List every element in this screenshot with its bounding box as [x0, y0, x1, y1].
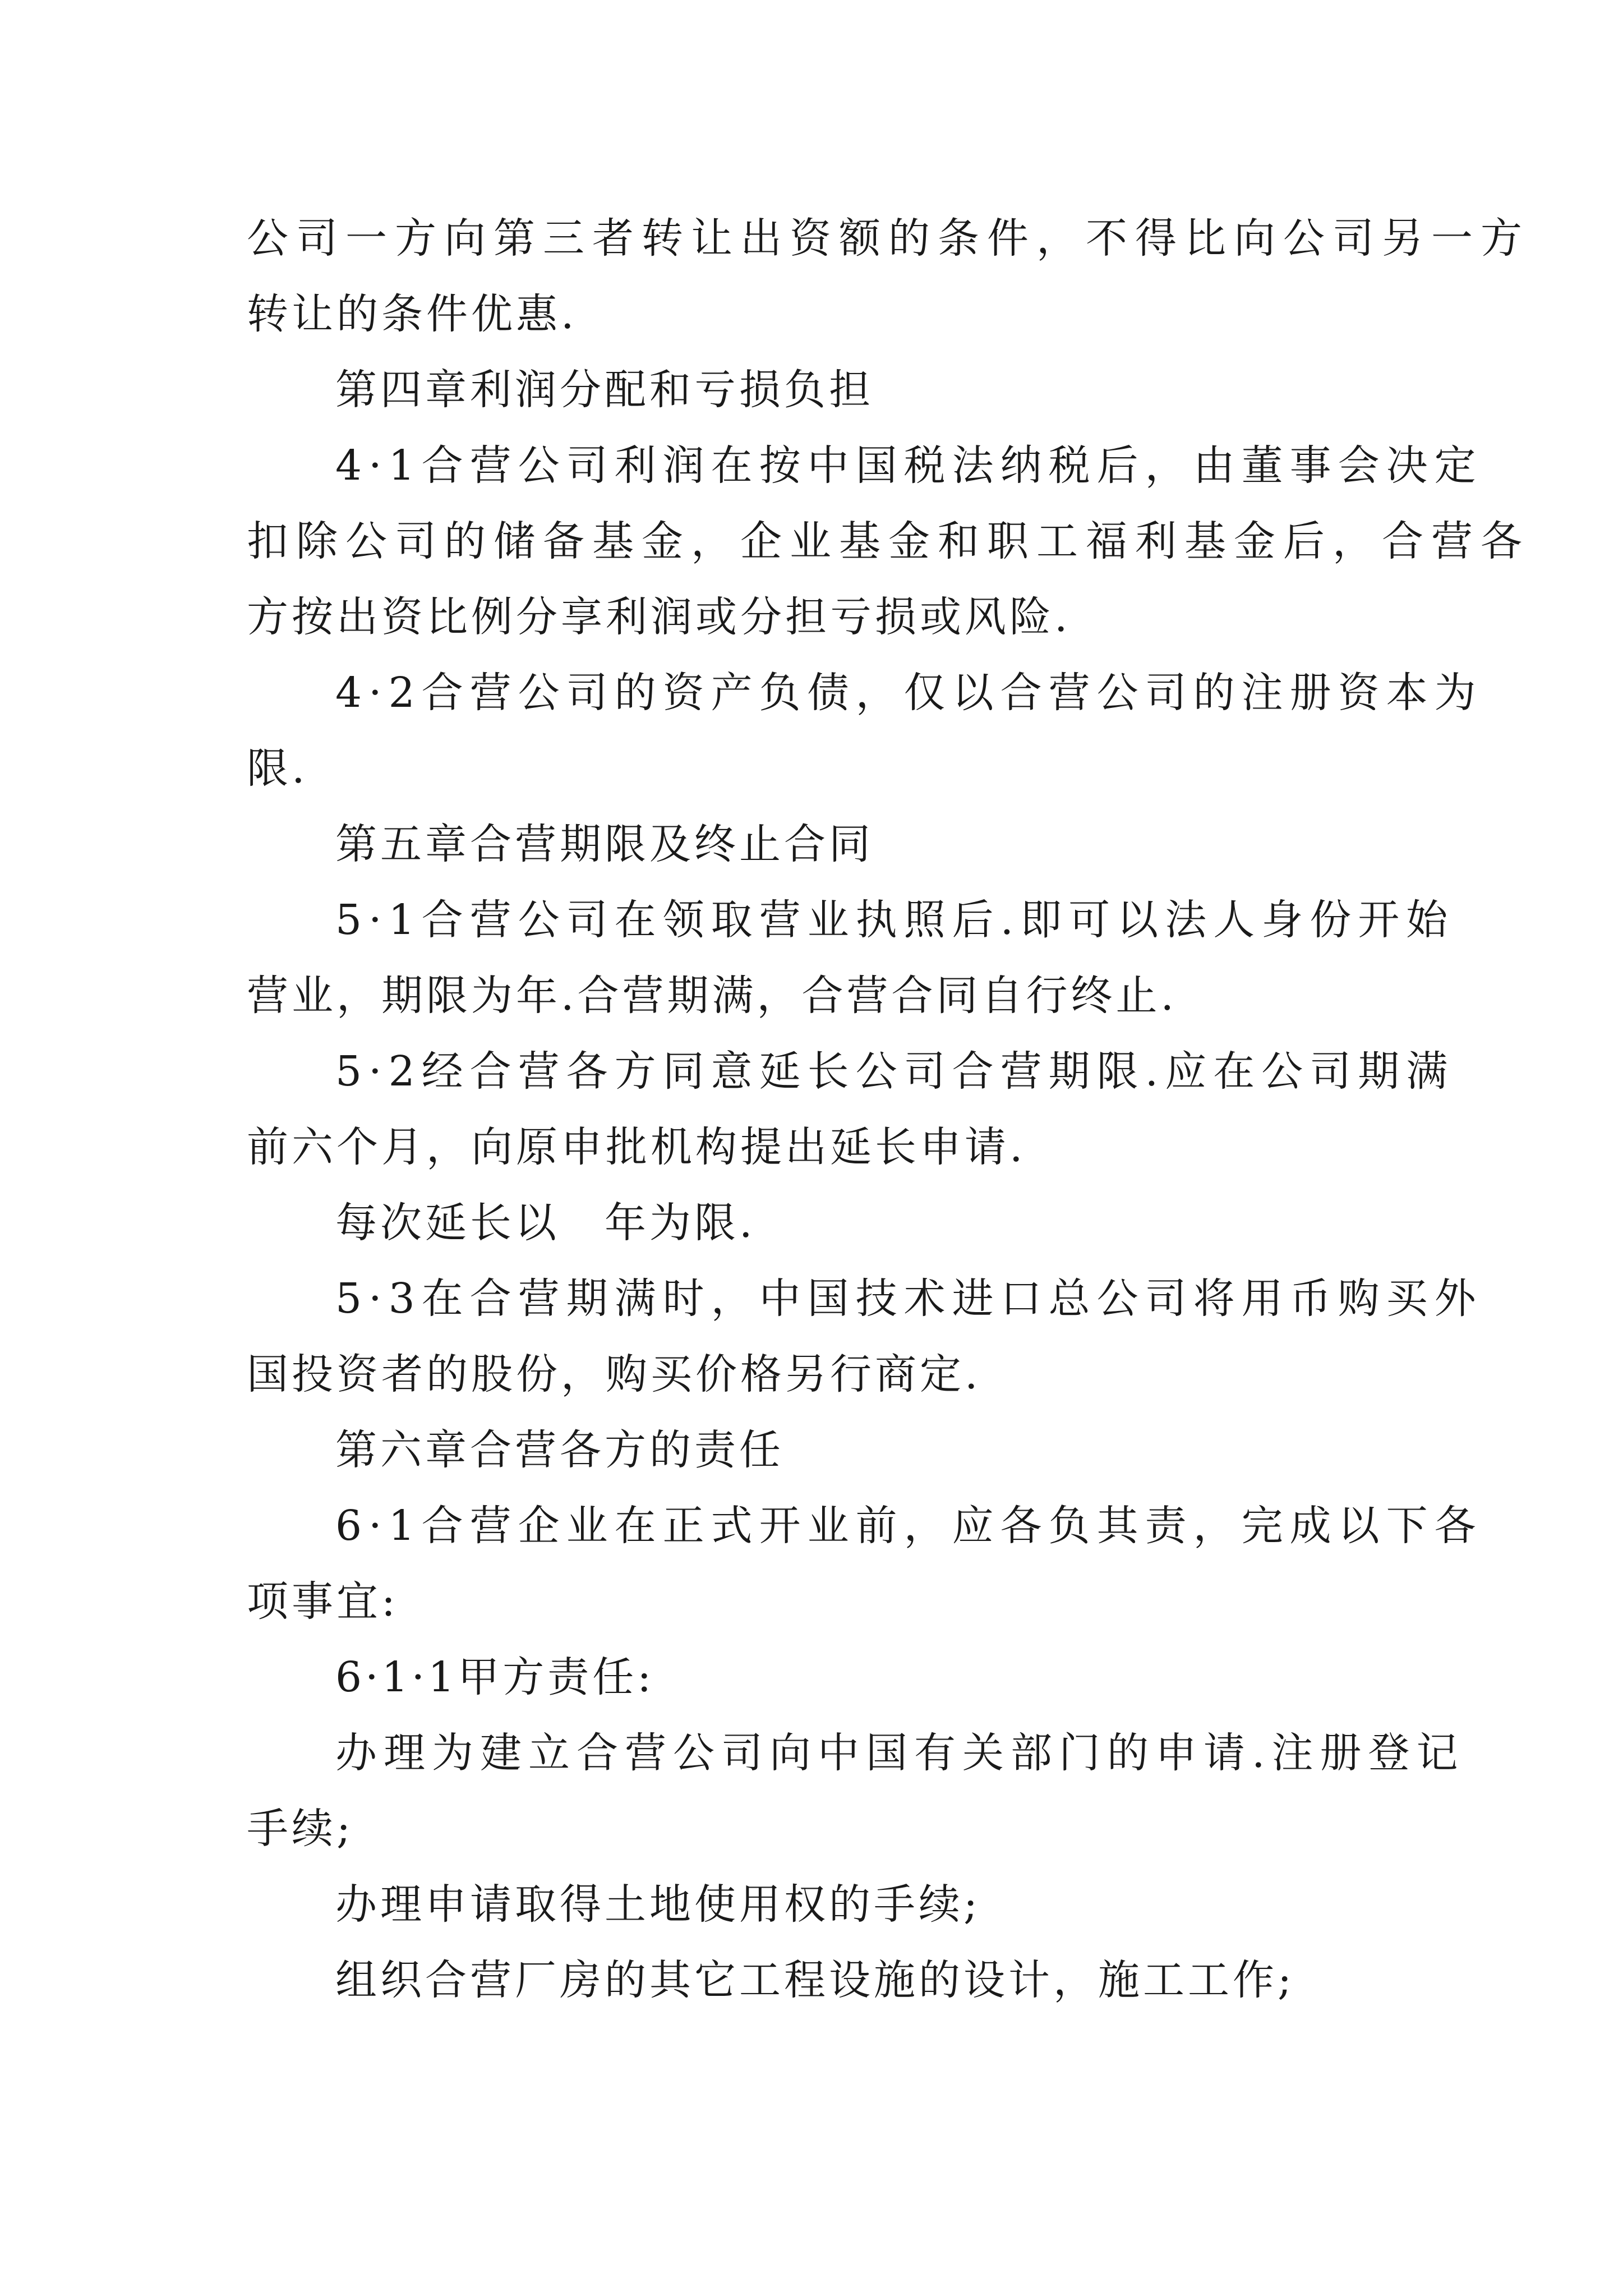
paragraph-line: 项事宜: — [247, 1577, 399, 1626]
paragraph-line: 限. — [247, 744, 308, 793]
clause-line: 6·1合营企业在正式开业前，应各负其责，完成以下各 — [335, 1502, 1483, 1550]
clause-line: 6·1·1甲方责任: — [335, 1653, 655, 1701]
paragraph-line: 营业，期限为年.合营期满，合营合同自行终止. — [247, 972, 1178, 1020]
chapter-heading: 第五章合营期限及终止合同 — [335, 820, 874, 868]
paragraph-line: 前六个月，向原申批机构提出延长申请. — [247, 1123, 1026, 1171]
paragraph-line: 每次延长以 年为限. — [335, 1199, 756, 1247]
clause-line: 5·1合营公司在领取营业执照后.即可以法人身份开始 — [335, 896, 1455, 944]
paragraph-line: 办理为建立合营公司向中国有关部门的申请.注册登记 — [335, 1729, 1465, 1777]
paragraph-line: 公司一方向第三者转让出资额的条件，不得比向公司另一方 — [247, 214, 1530, 263]
clause-line: 5·2经合营各方同意延长公司合营期限.应在公司期满 — [335, 1047, 1455, 1096]
paragraph-line: 转让的条件优惠. — [247, 290, 578, 338]
clause-line: 4·1合营公司利润在按中国税法纳税后，由董事会决定 — [335, 441, 1483, 490]
paragraph-line: 组织合营厂房的其它工程设施的设计，施工工作; — [335, 1956, 1295, 2004]
chapter-heading: 第六章合营各方的责任 — [335, 1426, 784, 1474]
paragraph-line: 国投资者的股份，购买价格另行商定. — [247, 1350, 981, 1398]
chapter-heading: 第四章利润分配和亏损负担 — [335, 366, 874, 414]
paragraph-line: 办理申请取得土地使用权的手续; — [335, 1880, 981, 1929]
clause-line: 4·2合营公司的资产负债，仅以合营公司的注册资本为 — [335, 669, 1483, 717]
paragraph-line: 手续; — [247, 1805, 354, 1853]
paragraph-line: 方按出资比例分享利润或分担亏损或风险. — [247, 593, 1071, 641]
paragraph-line: 扣除公司的储备基金，企业基金和职工福利基金后，合营各 — [247, 517, 1530, 565]
clause-line: 5·3在合营期满时，中国技术进口总公司将用币购买外 — [335, 1274, 1483, 1323]
